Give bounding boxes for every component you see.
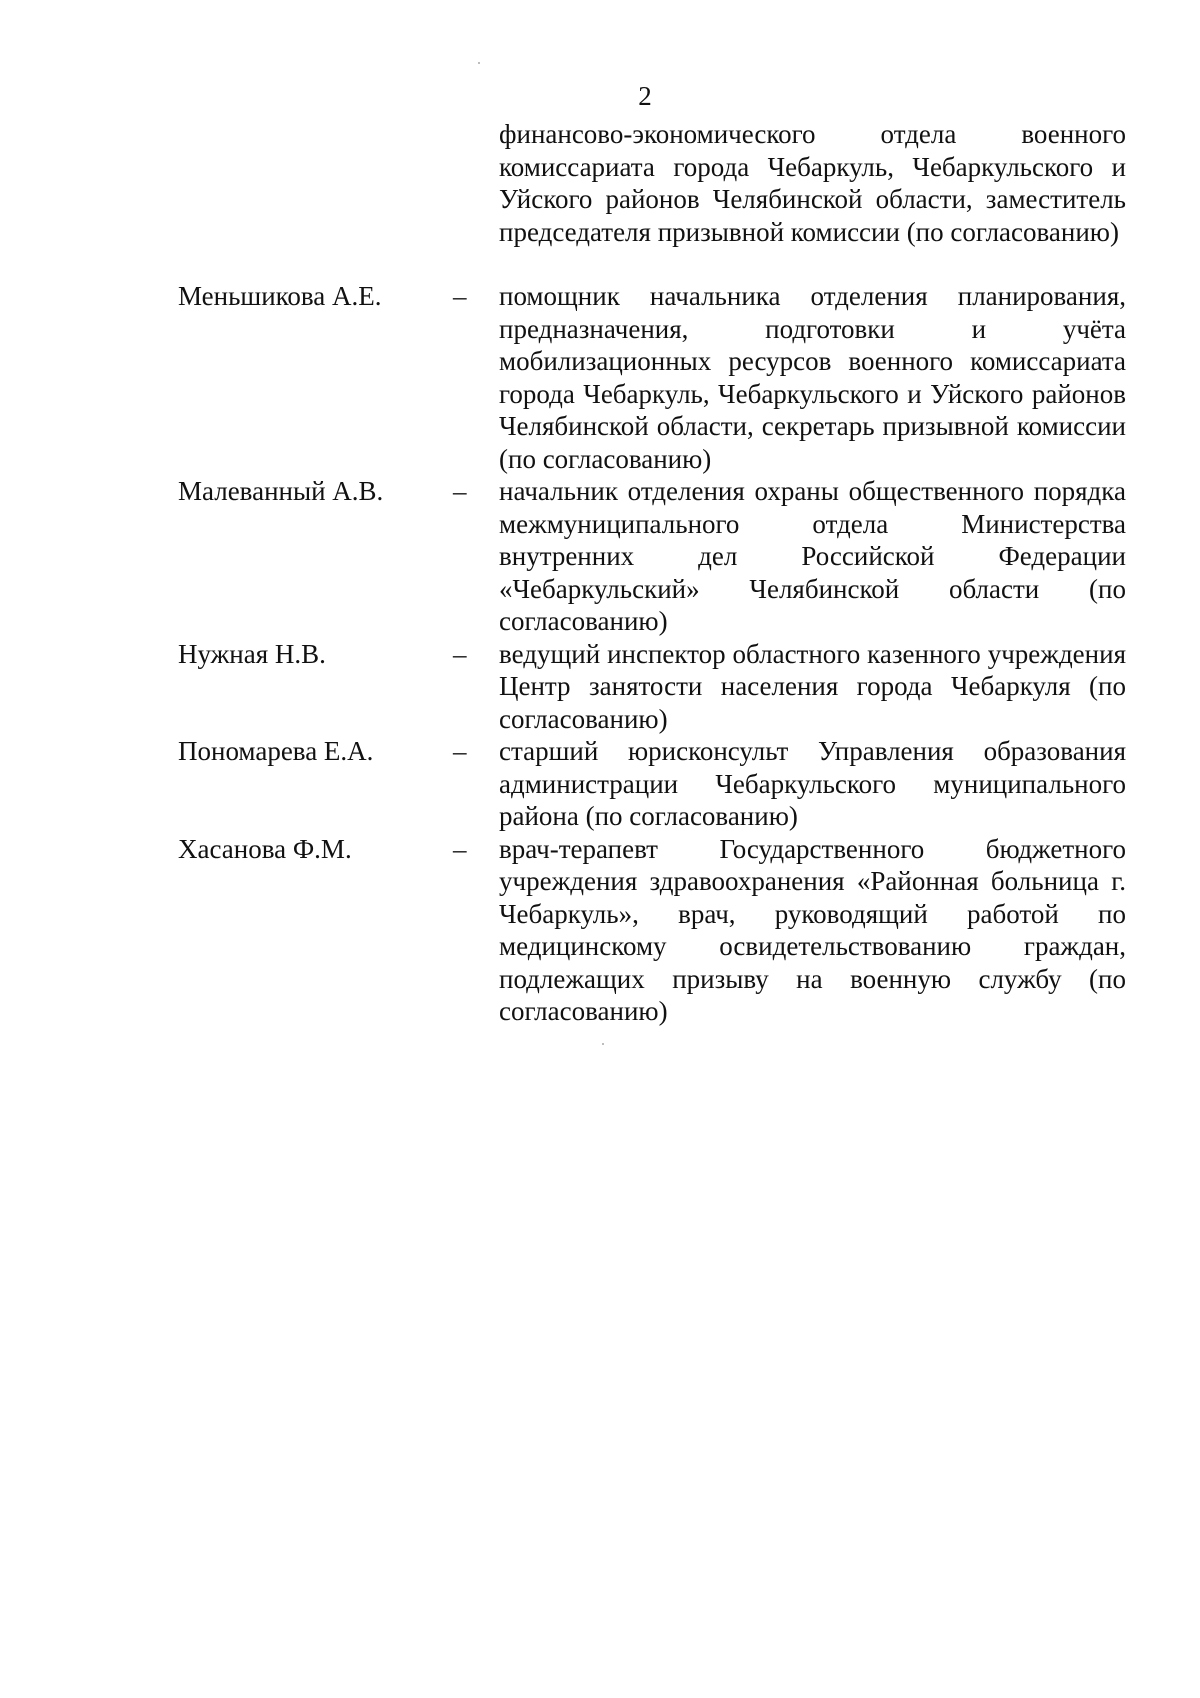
member-name: Хасанова Ф.М. — [178, 833, 352, 864]
member-description: ведущий инспектор областного казенного учреждения Центр занятости населения города Чебаркуля (по согласованию) — [499, 638, 1126, 734]
member-dash: – — [453, 281, 467, 311]
member-name: Меньшикова А.Е. — [178, 281, 382, 311]
member-dash: – — [453, 736, 467, 766]
member-description: начальник отделения охраны общественного порядка межмуниципального отдела Министерства внутренних дел Российской Федерации «Чебаркульский» Челябинской области (по согласованию) — [499, 476, 1126, 636]
member-row — [178, 280, 1126, 475]
page-number: 2 — [638, 81, 652, 111]
member-dash: – — [453, 638, 467, 669]
member-row — [178, 735, 1126, 833]
member-name: Малеванный А.В. — [178, 476, 384, 506]
member-description: помощник начальника отделения планирования, предназначения, подготовки и учёта мобилизационных ресурсов военного комиссариата города Чебаркуль, Чебаркульского и Уйского районов Челябинской области, секретарь призывной комиссии (по согласованию) — [499, 281, 1126, 474]
member-description: старший юрисконсульт Управления образования администрации Чебаркульского муниципального района (по согласованию) — [499, 736, 1126, 831]
member-dash: – — [453, 833, 467, 864]
scan-speck — [602, 1043, 604, 1045]
scan-speck — [478, 62, 480, 64]
member-name: Пономарева Е.А. — [178, 736, 374, 766]
member-description: врач-терапевт Государственного бюджетного учреждения здравоохранения «Районная больница г. Чебаркуль», врач, руководящий работой по медицинскому освидетельствованию граждан, подлежащих призыву на военную службу (по согласованию) — [499, 833, 1126, 1026]
member-name: Нужная Н.В. — [178, 638, 326, 669]
member-row — [178, 833, 1126, 1028]
member-row — [178, 638, 1126, 736]
continued-description: финансово-экономического отдела военного комиссариата города Чебаркуль, Чебаркульского и Уйского районов Челябинской области, заместитель председателя призывной комиссии (по согласованию) — [499, 119, 1126, 247]
member-dash: – — [453, 476, 467, 506]
member-row — [178, 475, 1126, 638]
commission-member-list — [178, 280, 1126, 1028]
